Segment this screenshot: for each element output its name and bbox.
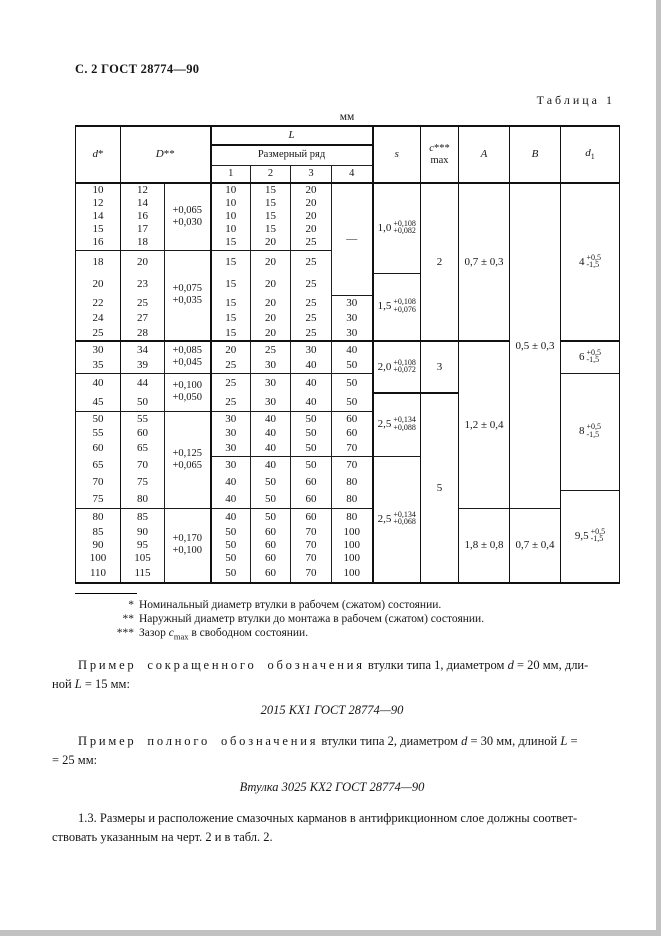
Dv-cell: 34 [121,341,165,357]
L4-cell: 60 [332,426,373,440]
L3-cell: 40 [291,357,332,373]
L4-cell: 70 [332,440,373,456]
L1-cell: 20 [211,341,251,357]
L4-cell: — [332,183,373,295]
Dv-cell: 80 [121,490,165,508]
A-cell: 0,7 ± 0,3 [459,183,510,341]
L3-cell: 60 [291,473,332,490]
table-units-label: мм [339,111,355,123]
dimensions-table [75,125,620,584]
footnote-text: Наружный диаметр втулки до монтажа в рабочем (сжатом) состоянии. [139,613,485,626]
col-header-d1: $d_1$ [561,126,620,183]
s-cell: 2,5 +0,134 +0,068 [373,456,421,583]
table-row [76,183,620,196]
designation-1: 2015 КХ1 ГОСТ 28774—90 [260,703,404,718]
col-header-A: A [459,126,510,183]
d-cell: 35 [92,358,104,371]
footnote-text: Зазор $c_{max}$ в свободном состоянии. [139,627,309,642]
L2-cell: 20 [251,235,291,250]
d-cell: 18 [76,250,121,273]
d-cell: 25 [92,326,104,339]
designation-2: Втулка 3025 КХ2 ГОСТ 28774—90 [239,779,425,794]
B-cell: 0,7 ± 0,4 [510,508,561,583]
L1-cell: 30 [211,440,251,456]
Dt-cell: +0,100 +0,050 [165,373,211,411]
L1-cell: 25 [211,373,251,393]
Dv-cell: 50 [121,393,165,411]
d-cell: 45 [92,395,104,408]
L3-cell: 40 [291,373,332,393]
Dt-cell: +0,085 +0,045 [165,341,211,373]
d-cell: 90 [92,538,104,551]
L4-cell: 80 [332,490,373,508]
Dt-cell: +0,170 +0,100 [165,508,211,583]
c-cell: 5 [421,393,459,583]
L1-cell: 50 [211,538,251,551]
col-header-series: Размерный ряд [211,145,373,165]
L2-cell: 15 [251,196,291,209]
Dt-cell: +0,125 +0,065 [165,411,211,508]
L1-cell: 40 [211,473,251,490]
L3-cell: 25 [291,273,332,295]
L1-cell: 25 [211,393,251,411]
d-cell: 16 [92,236,104,249]
L3-cell: 50 [291,411,332,426]
col-header-series-1: 1 [211,165,251,183]
s-cell: 2,5 +0,134 +0,088 [373,393,421,456]
L2-cell: 15 [251,183,291,196]
L1-cell: 15 [211,295,251,310]
L2-cell: 20 [251,250,291,273]
L3-cell: 70 [291,538,332,551]
L2-cell: 60 [251,525,291,538]
Dv-cell: 16 [121,209,165,222]
Dv-cell: 95 [121,538,165,551]
d-cell: 15 [92,222,104,235]
L2-cell: 15 [251,222,291,235]
col-header-D: D** [121,126,211,183]
L3-cell: 70 [291,564,332,583]
L1-cell: 40 [211,490,251,508]
L4-cell: 60 [332,411,373,426]
L3-cell: 50 [291,440,332,456]
L3-cell: 20 [291,196,332,209]
d-cell: 30 [76,341,121,357]
L1-cell: 25 [211,357,251,373]
Dv-cell: 90 [121,525,165,538]
footnote-rule [75,593,137,594]
example-full-designation: Пример полного обозначения втулки типа 2, диаметром d = 30 мм, длиной L = = 25 мм: [52,734,578,768]
L2-cell: 50 [251,508,291,525]
Dt-cell: +0,065 +0,030 [165,183,211,250]
d-cell: 110 [89,567,107,580]
L4-cell: 80 [332,473,373,490]
d-cell: 60 [92,442,104,455]
d-cell: 75 [92,492,104,505]
L1-cell: 30 [211,456,251,473]
footnote-marker: *** [116,627,134,640]
col-header-cmax: c*** max [421,126,459,183]
L1-cell: 15 [211,310,251,325]
footnote-marker: * [128,599,134,612]
Dv-cell: 12 [121,183,165,196]
L3-cell: 25 [291,235,332,250]
d-cell: 14 [92,209,104,222]
L2-cell: 20 [251,295,291,310]
d-cell: 65 [92,458,104,471]
L1-cell: 15 [211,273,251,295]
L4-cell: 100 [332,525,373,538]
L1-cell: 50 [211,525,251,538]
footnote-text: Номинальный диаметр втулки в рабочем (сжатом) состоянии. [139,599,442,612]
table-caption: Таблица 1 [536,93,615,107]
L4-cell: 100 [332,564,373,583]
Dv-cell: 18 [121,235,165,250]
d-cell: 100 [89,551,107,564]
clause-1-3: 1.3. Размеры и расположение смазочных карманов в антифрикционном слое должны соответ- ствовать указанным на черт. 2 и в табл. 2. [52,810,578,844]
L2-cell: 60 [251,551,291,564]
L4-cell: 30 [332,295,373,310]
L3-cell: 30 [291,341,332,357]
L2-cell: 30 [251,357,291,373]
d-cell: 22 [92,296,104,309]
Dv-cell: 85 [121,508,165,525]
L3-cell: 60 [291,490,332,508]
Dv-cell: 115 [121,564,165,583]
L1-cell: 15 [211,250,251,273]
L4-cell: 100 [332,551,373,564]
d-cell: 80 [76,508,121,525]
L2-cell: 40 [251,440,291,456]
scan-edge-bottom [0,930,661,936]
d-cell: 70 [92,475,104,488]
col-header-d: d* [76,126,121,183]
d-cell: 40 [76,373,121,393]
L1-cell: 50 [211,551,251,564]
L3-cell: 70 [291,551,332,564]
d-cell: 55 [92,427,104,440]
L3-cell: 25 [291,310,332,325]
L2-cell: 30 [251,393,291,411]
footnote-marker: ** [122,613,134,626]
table-body [76,183,620,583]
L1-cell: 10 [211,222,251,235]
col-header-B: B [510,126,561,183]
d1-cell: 8 +0,5 -1,5 [561,373,620,490]
L4-cell: 30 [332,310,373,325]
L4-cell: 50 [332,393,373,411]
L1-cell: 15 [211,325,251,341]
d-cell: 20 [92,278,104,291]
Dv-cell: 75 [121,473,165,490]
L1-cell: 40 [211,508,251,525]
L4-cell: 40 [332,341,373,357]
L2-cell: 60 [251,538,291,551]
L3-cell: 25 [291,295,332,310]
Dv-cell: 14 [121,196,165,209]
c-cell: 2 [421,183,459,341]
L3-cell: 20 [291,209,332,222]
d1-cell: 9,5 +0,5 -1,5 [561,490,620,583]
s-cell: 1,5 +0,108 +0,076 [373,273,421,341]
s-cell: 1,0 +0,108 +0,082 [373,183,421,273]
L3-cell: 60 [291,508,332,525]
col-header-series-2: 2 [251,165,291,183]
L1-cell: 30 [211,411,251,426]
L1-cell: 50 [211,564,251,583]
Dv-cell: 17 [121,222,165,235]
Dv-cell: 105 [121,551,165,564]
A-cell: 1,8 ± 0,8 [459,508,510,583]
Dv-cell: 65 [121,440,165,456]
L3-cell: 20 [291,222,332,235]
d-cell: 10 [92,184,104,196]
L4-cell: 70 [332,456,373,473]
footnote-3 [52,626,661,642]
table-row [76,508,620,525]
L2-cell: 20 [251,310,291,325]
L2-cell: 50 [251,490,291,508]
example-short-designation: Пример сокращенного обозначения втулки типа 1, диаметром d = 20 мм, дли- ной L = 15 мм: [52,657,589,691]
L1-cell: 10 [211,196,251,209]
d-cell: 24 [92,311,104,324]
L2-cell: 25 [251,341,291,357]
Dt-cell: +0,075 +0,035 [165,250,211,341]
Dv-cell: 39 [121,357,165,373]
col-header-series-3: 3 [291,165,332,183]
footnote-2 [52,612,661,626]
col-header-series-4: 4 [332,165,373,183]
Dv-cell: 27 [121,310,165,325]
scan-edge-right [656,0,661,936]
d1-cell: 6 +0,5 -1,5 [561,341,620,373]
L2-cell: 40 [251,411,291,426]
A-cell: 1,2 ± 0,4 [459,341,510,508]
L4-cell: 50 [332,373,373,393]
footnote-1 [52,598,661,612]
L2-cell: 20 [251,325,291,341]
Dv-cell: 55 [121,411,165,426]
s-cell: 2,0 +0,108 +0,072 [373,341,421,393]
L3-cell: 25 [291,325,332,341]
L1-cell: 30 [211,426,251,440]
L3-cell: 20 [291,183,332,196]
Dv-cell: 60 [121,426,165,440]
Dv-cell: 23 [121,273,165,295]
L3-cell: 40 [291,393,332,411]
L1-cell: 15 [211,235,251,250]
L3-cell: 50 [291,426,332,440]
Dv-cell: 44 [121,373,165,393]
d-cell: 85 [92,525,104,538]
L2-cell: 40 [251,426,291,440]
L1-cell: 10 [211,209,251,222]
L3-cell: 70 [291,525,332,538]
d-cell: 12 [92,196,104,209]
L2-cell: 15 [251,209,291,222]
d1-cell: 4 +0,5 -1,5 [561,183,620,341]
L2-cell: 30 [251,373,291,393]
L3-cell: 50 [291,456,332,473]
L2-cell: 40 [251,456,291,473]
L2-cell: 20 [251,273,291,295]
footnotes [52,598,661,642]
L2-cell: 60 [251,564,291,583]
L4-cell: 30 [332,325,373,341]
L1-cell: 10 [211,183,251,196]
Dv-cell: 70 [121,456,165,473]
col-header-L: L [211,126,373,145]
d-cell: 50 [76,411,121,426]
B-cell: 0,5 ± 0,3 [510,183,561,508]
Dv-cell: 20 [121,250,165,273]
c-cell: 3 [421,341,459,393]
L3-cell: 25 [291,250,332,273]
L4-cell: 80 [332,508,373,525]
col-header-s: s [373,126,421,183]
Dv-cell: 25 [121,295,165,310]
L2-cell: 50 [251,473,291,490]
page-header: С. 2 ГОСТ 28774—90 [75,62,200,76]
L4-cell: 50 [332,357,373,373]
L4-cell: 100 [332,538,373,551]
table-head [76,126,620,183]
Dv-cell: 28 [121,325,165,341]
